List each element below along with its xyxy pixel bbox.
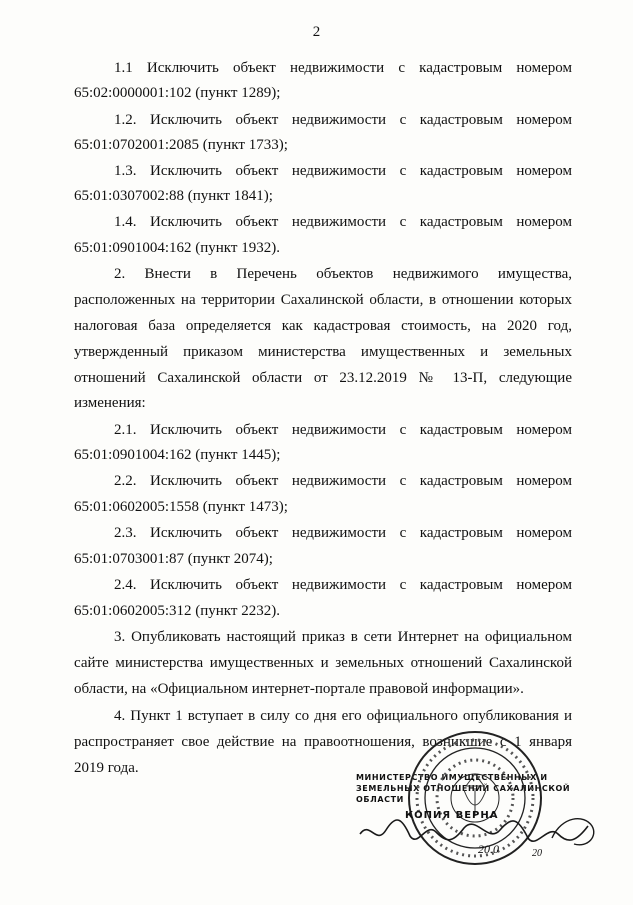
text-line: 1.1 Исключить объект недвижимости с кадастровым номером	[114, 60, 572, 76]
page-number: 2	[312, 24, 321, 40]
text-line: 2.2. Исключить объект недвижимости с кадастровым номером	[114, 473, 572, 489]
stamp-org-line: МИНИСТЕРСТВО ИМУЩЕСТВЕННЫХ И	[356, 773, 548, 782]
text-line: 65:01:0602005:312 (пункт 2232).	[74, 603, 280, 619]
text-line: 1.3. Исключить объект недвижимости с кадастровым номером	[114, 163, 572, 179]
text-line: распространяет свое действие на правоотношения, возникшие с 1 января	[74, 734, 572, 750]
text-line: 2.3. Исключить объект недвижимости с кадастровым номером	[114, 525, 572, 541]
text-line: сайте министерства имущественных и земельных отношений Сахалинской	[74, 655, 572, 671]
text-line: 65:01:0702001:2085 (пункт 1733);	[74, 137, 288, 153]
stamp-date: 20.0	[478, 842, 499, 856]
stamp-year: 20	[532, 848, 542, 859]
copy-verified-label: КОПИЯ ВЕРНА	[405, 810, 499, 821]
text-line: 3. Опубликовать настоящий приказ в сети Интернет на официальном	[114, 629, 572, 645]
text-line: 2.4. Исключить объект недвижимости с кадастровым номером	[114, 577, 572, 593]
text-line: 65:01:0602005:1558 (пункт 1473);	[74, 499, 288, 515]
text-line: 65:02:0000001:102 (пункт 1289);	[74, 85, 281, 101]
text-line: отношений Сахалинской области от 23.12.2019 № 13-П, следующие	[74, 370, 572, 386]
text-line: 65:01:0901004:162 (пункт 1932).	[74, 240, 280, 256]
text-line: 2.1. Исключить объект недвижимости с кадастровым номером	[114, 422, 572, 438]
text-line: 1.2. Исключить объект недвижимости с кадастровым номером	[114, 112, 572, 128]
text-line: области, на «Официальном интернет-портале правовой информации».	[74, 681, 524, 697]
text-line: утвержденный приказом министерства имущественных и земельных	[74, 344, 572, 360]
text-line: 65:01:0307002:88 (пункт 1841);	[74, 188, 273, 204]
text-line: изменения:	[74, 395, 146, 411]
text-line: 1.4. Исключить объект недвижимости с кадастровым номером	[114, 214, 572, 230]
text-line: налоговая база определяется как кадастровая стоимость, на 2020 год,	[74, 318, 572, 334]
stamp-org-line: ЗЕМЕЛЬНЫХ ОТНОШЕНИЙ САХАЛИНСКОЙ	[356, 784, 571, 793]
text-line: 65:01:0901004:162 (пункт 1445);	[74, 447, 281, 463]
text-line: 2. Внести в Перечень объектов недвижимого имущества,	[114, 266, 572, 282]
text-line: 65:01:0703001:87 (пункт 2074);	[74, 551, 273, 567]
text-line: 4. Пункт 1 вступает в силу со дня его официального опубликования и	[114, 708, 572, 724]
text-line: 2019 года.	[74, 760, 139, 776]
stamp-org-line: ОБЛАСТИ	[356, 795, 404, 804]
text-line: расположенных на территории Сахалинской области, в отношении которых	[74, 292, 572, 308]
